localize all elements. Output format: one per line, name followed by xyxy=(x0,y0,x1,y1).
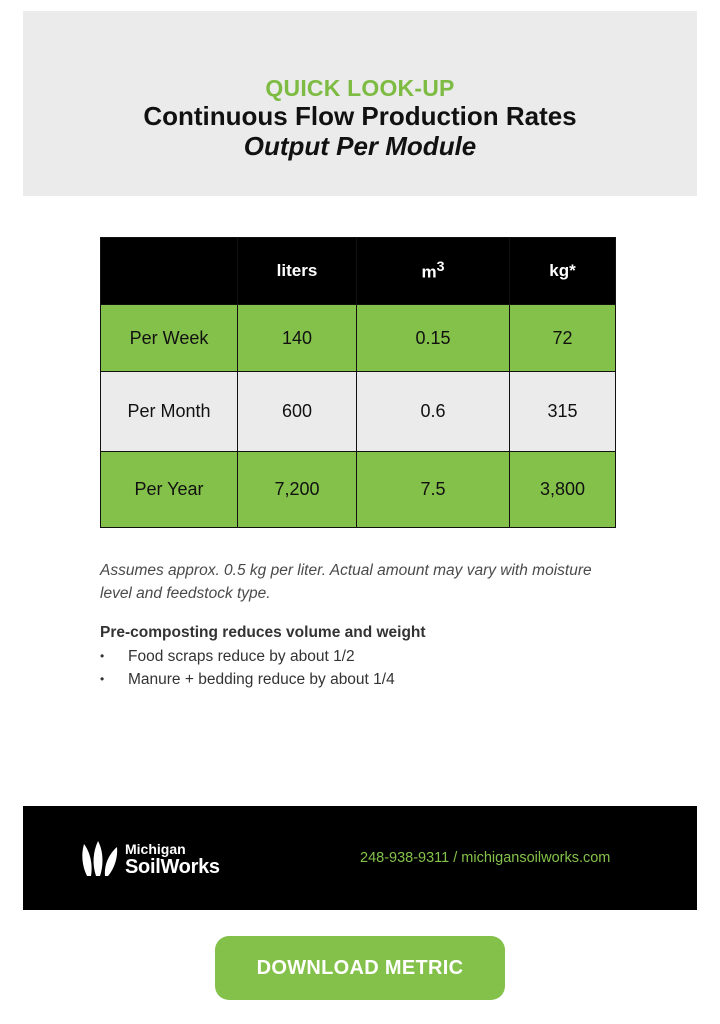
table-row xyxy=(101,372,616,452)
row-label: Per Month xyxy=(101,372,238,452)
precomposting-title: Pre-composting reduces volume and weight xyxy=(100,624,426,641)
page-subtitle: Output Per Module xyxy=(243,131,477,161)
list-item xyxy=(100,668,395,691)
table-row xyxy=(101,452,616,528)
row-label: Per Week xyxy=(101,305,238,372)
list-item xyxy=(100,645,395,668)
assumption-note: Assumes approx. 0.5 kg per liter. Actual amount may vary with moisture level and feedstock type. xyxy=(100,562,592,602)
header-banner xyxy=(23,11,697,196)
cell-m3: 0.6 xyxy=(357,372,510,452)
cell-kg: 72 xyxy=(510,305,616,372)
column-header-m3 xyxy=(357,238,510,305)
column-header-empty xyxy=(101,238,238,305)
table-header-row xyxy=(101,238,616,305)
column-header-m3-exponent: 3 xyxy=(436,259,445,276)
column-header-liters: liters xyxy=(238,238,357,305)
logo-text-michigan: Michigan xyxy=(125,841,186,857)
precomposting-list xyxy=(100,645,395,691)
cell-liters: 600 xyxy=(238,372,357,452)
cell-kg: 315 xyxy=(510,372,616,452)
cell-liters: 7,200 xyxy=(238,452,357,528)
kicker-label: QUICK LOOK-UP xyxy=(265,75,455,101)
table-row xyxy=(101,305,616,372)
cell-m3: 0.15 xyxy=(357,305,510,372)
column-header-kg: kg* xyxy=(510,238,616,305)
production-rates-table xyxy=(100,237,616,528)
page-title: Continuous Flow Production Rates xyxy=(143,101,577,131)
footer-bar xyxy=(23,806,697,910)
contact-info-link[interactable]: 248-938-9311 / michigansoilworks.com xyxy=(360,850,611,866)
list-item-text: Food scraps reduce by about 1/2 xyxy=(128,648,355,665)
bullet-icon: • xyxy=(100,649,105,663)
column-header-m3-unit: m xyxy=(421,262,437,282)
list-item-text: Manure + bedding reduce by about 1/4 xyxy=(128,671,395,688)
cell-m3: 7.5 xyxy=(357,452,510,528)
leaves-logo-icon xyxy=(81,838,119,878)
logo-text-soilworks: SoilWorks xyxy=(125,856,220,878)
cell-liters: 140 xyxy=(238,305,357,372)
cell-kg: 3,800 xyxy=(510,452,616,528)
download-metric-button[interactable]: DOWNLOAD METRIC xyxy=(215,936,505,1000)
bullet-icon: • xyxy=(100,672,105,686)
row-label: Per Year xyxy=(101,452,238,528)
